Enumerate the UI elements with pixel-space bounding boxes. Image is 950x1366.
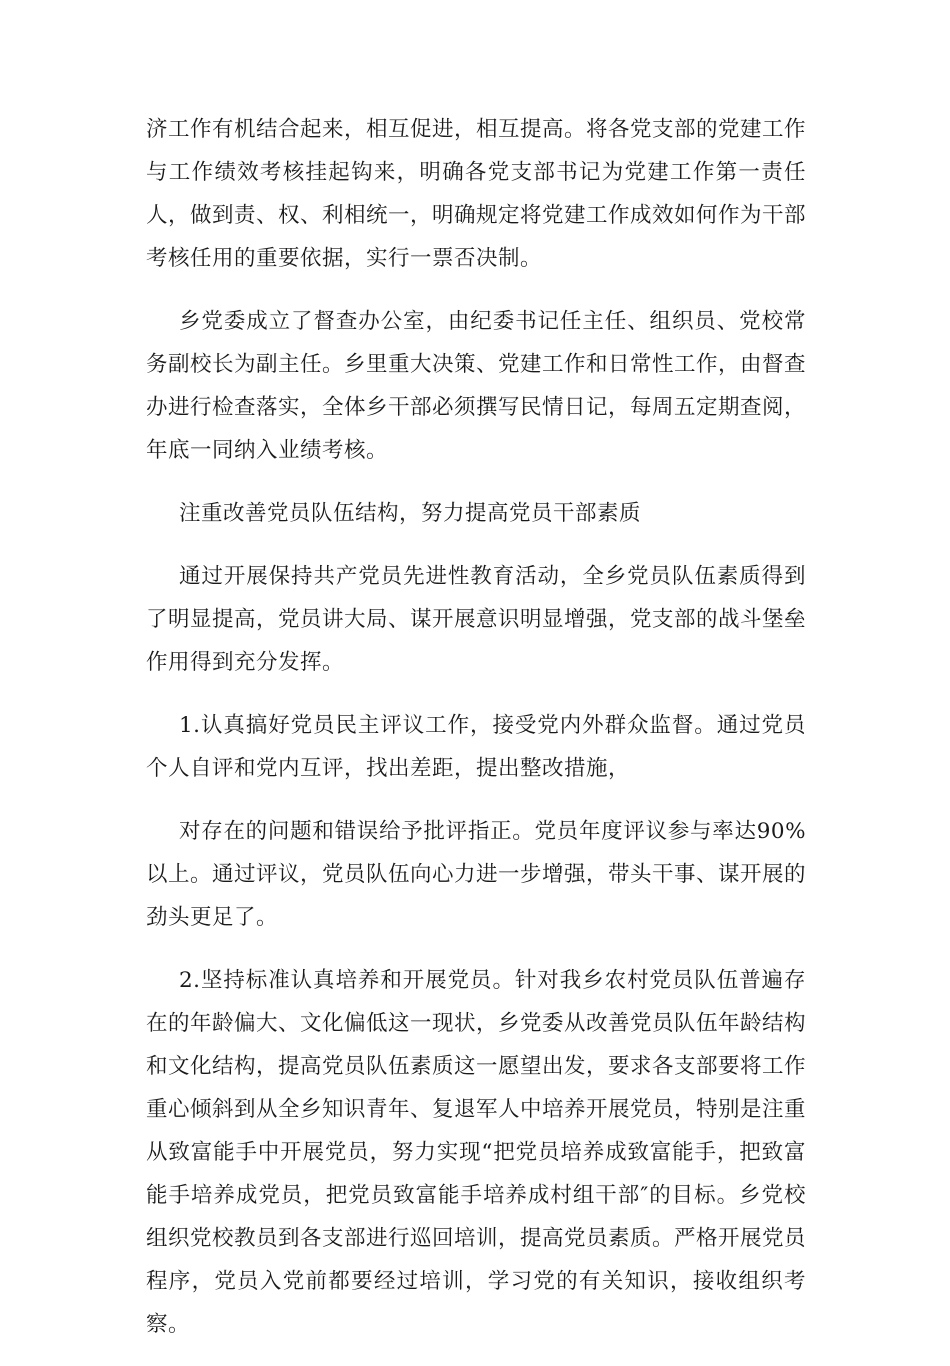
paragraph-2: 乡党委成立了督查办公室，由纪委书记任主任、组织员、党校常务副校长为副主任。乡里重大决策、党建工作和日常性工作，由督查办进行检查落实，全体乡干部必须撰写民情日记，每周五定期查阅，年底一同纳入业绩考核。: [146, 309, 807, 463]
paragraph-4: 对存在的问题和错误给予批评指正。党员年度评议参与率达90%以上。通过评议，党员队伍向心力进一步增强，带头干事、谋开展的劲头更足了。: [146, 819, 807, 930]
paragraph-3: 通过开展保持共产党员先进性教育活动，全乡党员队伍素质得到了明显提高，党员讲大局、谋开展意识明显增强，党支部的战斗堡垒作用得到充分发挥。: [146, 564, 807, 675]
paragraph-1: 济工作有机结合起来，相互促进，相互提高。将各党支部的党建工作与工作绩效考核挂起钩来，明确各党支部书记为党建工作第一责任人，做到责、权、利相统一，明确规定将党建工作成效如何作为干部考核任用的重要依据，实行一票否决制。: [146, 117, 807, 271]
section-heading: 注重改善党员队伍结构，努力提高党员干部素质: [179, 501, 642, 526]
document-page: [146, 108, 806, 1366]
list-item-2: 2.坚持标准认真培养和开展党员。针对我乡农村党员队伍普遍存在的年龄偏大、文化偏低这一现状，乡党委从改善党员队伍年龄结构和文化结构，提高党员队伍素质这一愿望出发，要求各支部要将工作重心倾斜到从全乡知识青年、复退军人中培养开展党员，特别是注重从致富能手中开展党员，努力实现“把党员培养成致富能手，把致富能手培养成党员，把党员致富能手培养成村组干部″的目标。乡党校组织党校教员到各支部进行巡回培训，提高党员素质。严格开展党员程序，党员入党前都要经过培训，学习党的有关知识，接收组织考察。: [146, 968, 807, 1337]
list-item-1: 1.认真搞好党员民主评议工作，接受党内外群众监督。通过党员个人自评和党内互评，找出差距，提出整改措施，: [146, 713, 806, 781]
